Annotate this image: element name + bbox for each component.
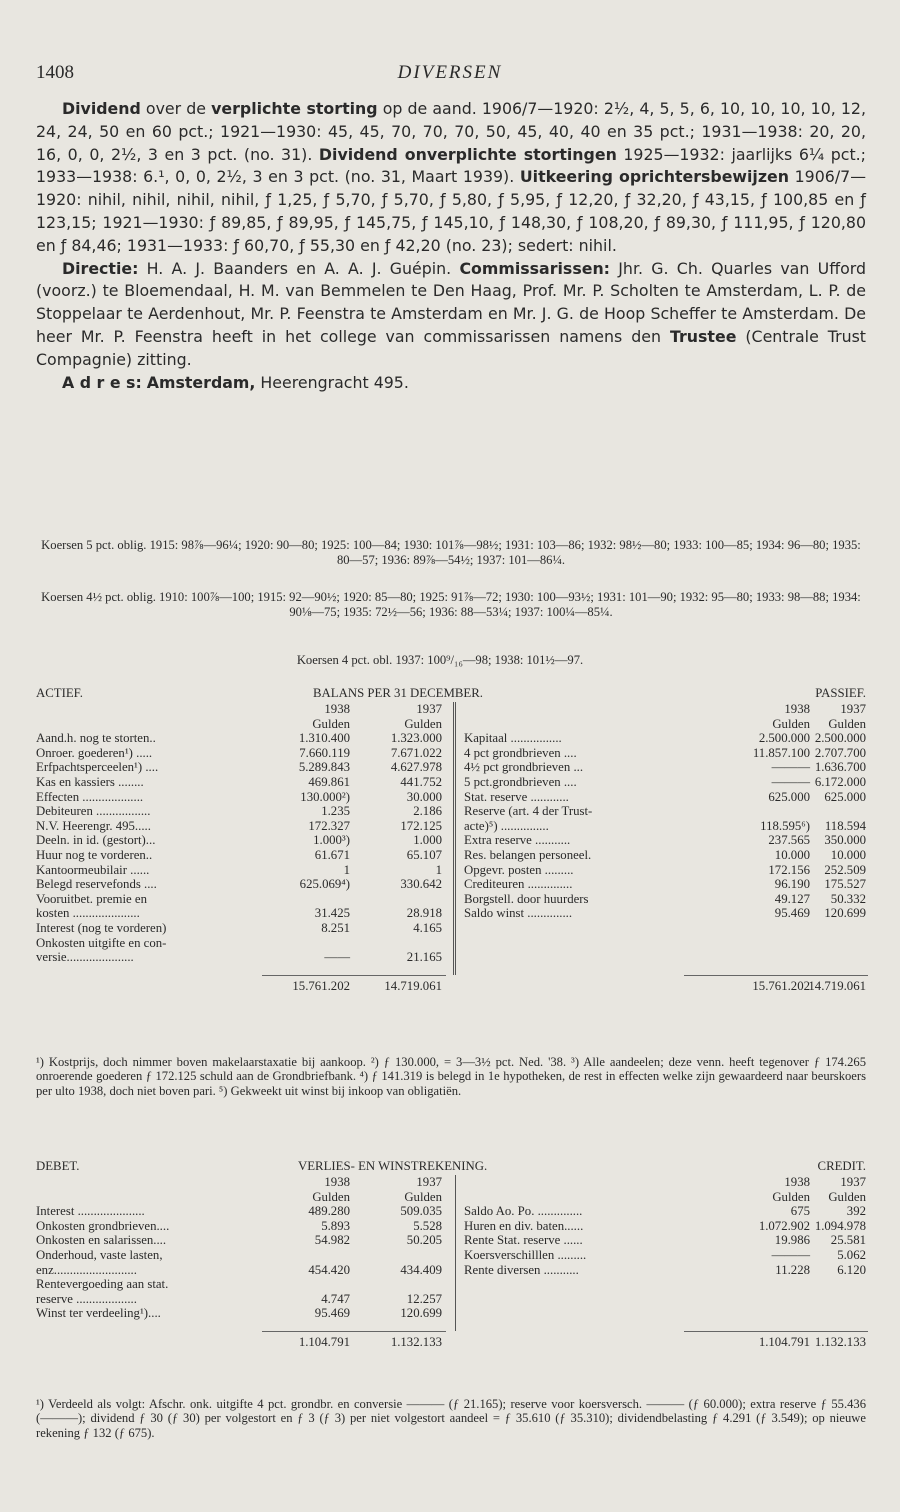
table-row <box>36 1248 446 1263</box>
value-1937: 509.035 <box>400 1204 442 1219</box>
row-label: Kapitaal ................ <box>464 731 562 746</box>
year-header: 1937 <box>416 702 442 716</box>
value-1937: 120.699 <box>400 1306 442 1321</box>
value-1938: 19.986 <box>774 1233 810 1248</box>
value-1937: 172.125 <box>400 818 442 833</box>
table-row <box>464 906 866 921</box>
table-row <box>36 819 446 834</box>
text-run: op de aand. 1906/7—1920: 2½, 4, 5, 5, 6, 10, 10, 10, 10, 12, 24, 24, 50 en 60 pct.; 1921—1930: 45, 45, 70, 70, 70, 50, 45, 40, 40 en 35 pct.; 1931—1938: 20, 20, 16, 0, 0, 2½, 3 en 3 pct. (no. 31). <box>36 99 866 164</box>
row-label: 4½ pct grondbrieven ... <box>464 760 584 775</box>
row-label: Saldo Ao. Po. .............. <box>464 1204 583 1219</box>
bold-term: Dividend <box>62 99 141 118</box>
value-1937: 350.000 <box>824 833 866 848</box>
value-1938: 11.857.100 <box>752 745 810 760</box>
right-column <box>464 702 866 921</box>
table-row <box>36 1277 446 1292</box>
table-row <box>36 790 446 805</box>
value-1938: 95.469 <box>314 1306 350 1321</box>
value-1937: 2.186 <box>413 804 442 819</box>
row-label: Belegd reservefonds .... <box>36 877 157 892</box>
year-header: Gulden <box>772 1189 810 1204</box>
left-column <box>36 702 446 965</box>
year-header: Gulden <box>312 716 350 731</box>
value-1937: 175.527 <box>824 877 866 892</box>
value-1937: 50.332 <box>830 891 866 906</box>
year-header: Gulden <box>312 1189 350 1204</box>
value-1938: 96.190 <box>774 877 810 892</box>
row-label: 4 pct grondbrieven .... <box>464 745 577 760</box>
row-label: Huur nog te vorderen.. <box>36 847 153 862</box>
table-title: BALANS PER 31 DECEMBER. <box>313 686 483 700</box>
row-label: Winst ter verdeeling¹).... <box>36 1306 161 1321</box>
column-header-row <box>464 702 866 717</box>
page-header <box>36 62 864 86</box>
text-run: 1906/7—1920: nihil, nihil, nihil, nihil, ƒ 1,25, ƒ 5,70, ƒ 5,70, ƒ 5,80, ƒ 5,95, ƒ 12,20, ƒ 32,20, ƒ 43,15, ƒ 100,85 en ƒ 123,15; 1921—1930: ƒ 89,85, ƒ 89,95, ƒ 145,75, ƒ 145,10, ƒ 148,30, ƒ 108,20, ƒ 89,30, ƒ 111,95, ƒ 120,80 en ƒ 84,46; 1931—1933: ƒ 60,70, ƒ 55,30 en ƒ 42,20 (no. 23); sedert: nihil. <box>36 167 866 255</box>
table-row <box>464 877 866 892</box>
row-label: Onkosten en salarissen.... <box>36 1233 167 1248</box>
value-1937: 1.636.700 <box>814 760 866 775</box>
address-paragraph <box>36 372 866 395</box>
value-1937: 441.752 <box>400 774 442 789</box>
value-1938: ——— <box>771 760 810 775</box>
value-1937: 12.257 <box>406 1291 442 1306</box>
year-header: 1938 <box>324 1175 350 1189</box>
value-1937: 7.671.022 <box>390 745 442 760</box>
total-1938: 15.761.202 <box>292 978 350 993</box>
row-label: kosten ..................... <box>36 906 140 921</box>
table-row <box>36 775 446 790</box>
value-1937: 252.509 <box>824 862 866 877</box>
bold-term: Uitkeering oprichtersbewijzen <box>519 167 790 187</box>
total-row <box>36 979 446 994</box>
value-1938: —— <box>324 950 350 965</box>
balance-sheet <box>36 686 866 993</box>
table-row <box>464 863 866 878</box>
value-1938: 172.156 <box>768 862 810 877</box>
text-run: over de <box>140 99 212 118</box>
total-1937: 14.719.061 <box>808 978 866 993</box>
value-1938: 95.469 <box>774 906 810 921</box>
total-1938: 1.104.791 <box>298 1335 350 1349</box>
value-1937: 28.918 <box>406 906 442 921</box>
value-1938: 49.127 <box>774 891 810 906</box>
address-label: A d r e s: <box>62 372 142 392</box>
row-label: Interest (nog te vorderen) <box>36 920 167 935</box>
table-row <box>36 1233 446 1248</box>
value-1937: 50.205 <box>406 1233 442 1248</box>
row-label: Rentevergoeding aan stat. <box>36 1277 169 1292</box>
table-row <box>36 731 446 746</box>
row-label: Vooruitbet. premie en <box>36 891 147 906</box>
bold-term: Trustee <box>669 326 737 346</box>
value-1938: 10.000 <box>774 847 810 862</box>
total-row <box>36 1335 446 1350</box>
value-1938: 675 <box>790 1204 810 1219</box>
value-1937: 120.699 <box>824 906 866 921</box>
row-label: Effecten ................... <box>36 789 144 804</box>
table-row <box>36 746 446 761</box>
value-1937: 1.094.978 <box>814 1218 866 1233</box>
table-row <box>36 892 446 907</box>
value-1938: 54.982 <box>314 1233 350 1248</box>
value-1937: 21.165 <box>406 950 442 965</box>
bold-term: Directie: <box>62 258 139 278</box>
column-header-row <box>36 1190 446 1205</box>
value-1937: 1.323.000 <box>390 731 442 746</box>
table-row <box>464 775 866 790</box>
bold-term: Dividend onverplichte stortingen <box>318 144 617 164</box>
value-1938: 31.425 <box>314 906 350 921</box>
value-1937: 625.000 <box>824 789 866 804</box>
row-label: Kas en kassiers ........ <box>36 774 144 789</box>
table-row <box>36 950 446 965</box>
column-header-row <box>36 1175 446 1190</box>
address-city: Amsterdam, <box>146 372 256 392</box>
row-label: Extra reserve ........... <box>464 833 571 848</box>
page-number: 1408 <box>36 62 74 83</box>
value-1938: 11.228 <box>775 1262 810 1277</box>
koersen-4half-pct: Koersen 4½ pct. oblig. 1910: 100⅞—100; 1915: 92—90½; 1920: 85—80; 1925: 91⅞—72; 1930: 100—93½; 1931: 101—90; 1932: 95—80; 1933: 98—88; 1934: 90⅛—75; 1935: 72½—56; 1936: 88—53¼; 1937: 100¼—85¼. <box>41 590 861 619</box>
row-label: Koersverschilllen ......... <box>464 1247 587 1262</box>
table-row <box>36 1292 446 1307</box>
value-1937: 392 <box>846 1204 866 1219</box>
value-1937: 30.000 <box>406 789 442 804</box>
value-1938: 172.327 <box>308 818 350 833</box>
table-row <box>464 731 866 746</box>
value-1938: 625.069⁴) <box>299 877 350 892</box>
profit-loss-footnote: ¹) Verdeeld als volgt: Afschr. onk. uitgifte 4 pct. grondbr. en conversie ——— (ƒ 21.165); reserve voor koersversch. ——— (ƒ 60.000); extra reserve ƒ 55.436 (———); dividend ƒ 30 (ƒ 30) per volgestort en ƒ 3 (ƒ 3) per niet volgestort aandeel = ƒ 35.610 (ƒ 35.310); dividendbelasting ƒ 4.291 (ƒ 3.549); op nieuwe rekening ƒ 132 (ƒ 675). <box>36 1397 866 1440</box>
row-label: Onkosten grondbrieven.... <box>36 1218 170 1233</box>
value-1937: 4.627.978 <box>390 760 442 775</box>
year-header: Gulden <box>828 1189 866 1204</box>
bold-term: Commissarissen: <box>459 258 611 278</box>
table-row <box>464 804 866 819</box>
row-label: Rente Stat. reserve ...... <box>464 1233 583 1248</box>
table-row <box>36 921 446 936</box>
row-label: Res. belangen personeel. <box>464 847 592 862</box>
total-row <box>464 1335 866 1350</box>
right-column <box>464 1175 866 1277</box>
koersen-4pct: Koersen 4 pct. obl. 1937: 100⁹/₁₆—98; 1938: 101½—97. <box>296 653 584 667</box>
row-label: versie..................... <box>36 950 134 965</box>
row-label: Opgevr. posten ......... <box>464 862 574 877</box>
value-1938: 454.420 <box>308 1262 350 1277</box>
value-1938: 237.565 <box>768 833 810 848</box>
value-1937: 4.165 <box>413 920 442 935</box>
right-side-heading: PASSIEF. <box>815 686 866 700</box>
table-row <box>464 1233 866 1248</box>
value-1937: 330.642 <box>400 877 442 892</box>
value-1937: 434.409 <box>400 1262 442 1277</box>
total-1938: 15.761.202 <box>752 978 810 993</box>
value-1938: 4.747 <box>321 1291 350 1306</box>
value-1938: 1.072.902 <box>758 1218 810 1233</box>
value-1938: 469.861 <box>308 774 350 789</box>
value-1938: 1.235 <box>321 804 350 819</box>
value-1938: 2.500.000 <box>758 731 810 746</box>
table-row <box>36 906 446 921</box>
body-text <box>36 98 866 394</box>
table-row <box>36 760 446 775</box>
value-1937: 2.500.000 <box>814 731 866 746</box>
table-row <box>36 1306 446 1321</box>
value-1937: 65.107 <box>406 847 442 862</box>
value-1938: 5.893 <box>321 1218 350 1233</box>
row-label: reserve ................... <box>36 1291 137 1306</box>
column-divider <box>453 702 454 975</box>
table-row <box>464 746 866 761</box>
total-1937: 14.719.061 <box>384 978 442 993</box>
value-1938: 61.671 <box>314 847 350 862</box>
table-row <box>36 848 446 863</box>
value-1937: 5.528 <box>413 1218 442 1233</box>
dividend-paragraph <box>36 98 866 258</box>
value-1937: 10.000 <box>830 847 866 862</box>
table-row <box>36 863 446 878</box>
row-label: Onderhoud, vaste lasten, <box>36 1247 163 1262</box>
column-divider <box>455 1175 456 1331</box>
table-row <box>464 848 866 863</box>
value-1938: 7.660.119 <box>299 745 350 760</box>
value-1937: 6.172.000 <box>814 774 866 789</box>
row-label: Deeln. in id. (gestort)... <box>36 833 156 848</box>
bold-term: verplichte storting <box>211 99 378 118</box>
text-run: (Centrale Trust Compagnie) zitting. <box>36 326 867 369</box>
management-paragraph <box>36 258 866 372</box>
row-label: Rente diversen ........... <box>464 1262 579 1277</box>
value-1938: 130.000²) <box>300 789 350 804</box>
koersen-5pct: Koersen 5 pct. oblig. 1915: 98⅞—96¼; 1920: 90—80; 1925: 100—84; 1930: 101⅞—98½; 1931: 103—86; 1932: 98½—80; 1933: 100—85; 1934: 96—80; 1935: 80—57; 1936: 89⅞—54½; 1937: 101—86¼. <box>41 538 861 567</box>
table-row <box>464 1204 866 1219</box>
row-label: Huren en div. baten...... <box>464 1218 584 1233</box>
year-header: Gulden <box>828 716 866 731</box>
table-row <box>464 1248 866 1263</box>
value-1938: 5.289.843 <box>298 760 350 775</box>
table-row <box>36 804 446 819</box>
row-label: Kantoormeubilair ...... <box>36 862 150 877</box>
row-label: Aand.h. nog te storten.. <box>36 731 156 746</box>
value-1937: 5.062 <box>837 1247 866 1262</box>
table-row <box>464 790 866 805</box>
year-header: 1938 <box>784 1175 810 1189</box>
row-label: Interest ..................... <box>36 1204 145 1219</box>
row-label: N.V. Heerengr. 495..... <box>36 818 151 833</box>
column-header-row <box>36 717 446 732</box>
value-1938: 118.595⁶) <box>760 818 810 833</box>
row-label: Erfpachtsperceelen¹) .... <box>36 760 159 775</box>
profit-loss-account <box>36 1159 866 1349</box>
value-1937: 118.594 <box>824 818 866 833</box>
table-row <box>36 833 446 848</box>
column-header-row <box>464 717 866 732</box>
year-header: Gulden <box>404 716 442 731</box>
total-rule <box>684 975 868 976</box>
column-divider <box>455 702 456 975</box>
total-1937: 1.132.133 <box>390 1335 442 1349</box>
table-row <box>464 1263 866 1278</box>
column-header-row <box>36 702 446 717</box>
row-label: Reserve (art. 4 der Trust- <box>464 804 593 819</box>
value-1938: 489.280 <box>308 1204 350 1219</box>
row-label: Borgstell. door huurders <box>464 891 589 906</box>
row-label: 5 pct.grondbrieven .... <box>464 774 577 789</box>
address-street: Heerengracht 495. <box>255 372 409 392</box>
table-row <box>36 877 446 892</box>
text-run: 1925—1932: jaarlijks 6¼ pct.; 1933—1938: 6.¹, 0, 0, 2½, 3 en 3 pct. (no. 31, Maart 1939). <box>36 144 866 187</box>
column-header-row <box>464 1190 866 1205</box>
table-row <box>36 1204 446 1219</box>
left-side-heading: ACTIEF. <box>36 686 83 700</box>
year-header: 1937 <box>416 1175 442 1189</box>
year-header: 1938 <box>784 702 810 716</box>
value-1937: 2.707.700 <box>814 745 866 760</box>
value-1938: 1.000³) <box>313 833 350 848</box>
row-label: enz.......................... <box>36 1262 137 1277</box>
table-row <box>464 1219 866 1234</box>
year-header: Gulden <box>772 716 810 731</box>
total-rule <box>262 975 446 976</box>
table-row <box>464 760 866 775</box>
year-header: 1938 <box>324 702 350 716</box>
total-row <box>464 979 866 994</box>
value-1938: 1 <box>343 862 350 877</box>
running-title: DIVERSEN <box>397 62 503 83</box>
value-1937: 1 <box>435 862 442 877</box>
table-row <box>36 1263 446 1278</box>
table-heading <box>36 1159 866 1175</box>
row-label: Onroer. goederen¹) ..... <box>36 745 153 760</box>
year-header: Gulden <box>404 1189 442 1204</box>
table-row <box>464 892 866 907</box>
table-row <box>36 1219 446 1234</box>
value-1938: ——— <box>771 1247 810 1262</box>
table-row <box>464 833 866 848</box>
table-row <box>36 936 446 951</box>
total-1937: 1.132.133 <box>814 1335 866 1349</box>
left-column <box>36 1175 446 1321</box>
column-header-row <box>464 1175 866 1190</box>
value-1938: ——— <box>771 774 810 789</box>
table-heading <box>36 686 866 702</box>
total-rule <box>684 1331 868 1332</box>
value-1938: 625.000 <box>768 789 810 804</box>
row-label: Stat. reserve ............ <box>464 789 569 804</box>
row-label: Debiteuren ................. <box>36 804 151 819</box>
balance-footnote: ¹) Kostprijs, doch nimmer boven makelaarstaxatie bij aankoop. ²) ƒ 130.000, = 3—3½ pct. Ned. '38. ³) Alle aandeelen; deze venn. heeft tegenover ƒ 174.265 onroerende goederen ƒ 172.125 schuld aan de Grondbriefbank. ⁴) ƒ 141.319 is belegd in 1e hypotheken, de rest in effecten welke zijn gewaardeerd naar beurskoers per ulto 1938, doch niet boven pari. ⁵) Gekweekt uit winst bij inkoop van obligatiën. <box>36 1055 866 1098</box>
total-1938: 1.104.791 <box>758 1335 810 1349</box>
value-1937: 1.000 <box>413 833 442 848</box>
row-label: Onkosten uitgifte en con- <box>36 935 167 950</box>
table-row <box>464 819 866 834</box>
value-1938: 8.251 <box>321 920 350 935</box>
left-side-heading: DEBET. <box>36 1159 80 1173</box>
text-run: Jhr. G. Ch. Quarles van Ufford (voorz.) te Bloemendaal, H. M. van Bemmelen te Den Haag, Prof. Mr. P. Scholten te Amsterdam, L. P. de Stoppelaar te Aerdenhout, Mr. P. Feenstra te Amsterdam en Mr. J. G. de Hoop Scheffer te Amsterdam. De heer Mr. P. Feenstra heeft in het college van commissarissen namens den <box>36 258 866 346</box>
value-1938: 1.310.400 <box>298 731 350 746</box>
value-1937: 6.120 <box>837 1262 866 1277</box>
year-header: 1937 <box>840 1175 866 1189</box>
row-label: Crediteuren .............. <box>464 877 573 892</box>
year-header: 1937 <box>840 702 866 716</box>
row-label: acte)⁵) ............... <box>464 818 549 833</box>
right-side-heading: CREDIT. <box>817 1159 866 1173</box>
total-rule <box>262 1331 446 1332</box>
value-1937: 25.581 <box>830 1233 866 1248</box>
text-run: H. A. J. Baanders en A. A. J. Guépin. <box>138 258 460 278</box>
table-title: VERLIES- EN WINSTREKENING. <box>298 1159 488 1173</box>
row-label: Saldo winst .............. <box>464 906 573 921</box>
